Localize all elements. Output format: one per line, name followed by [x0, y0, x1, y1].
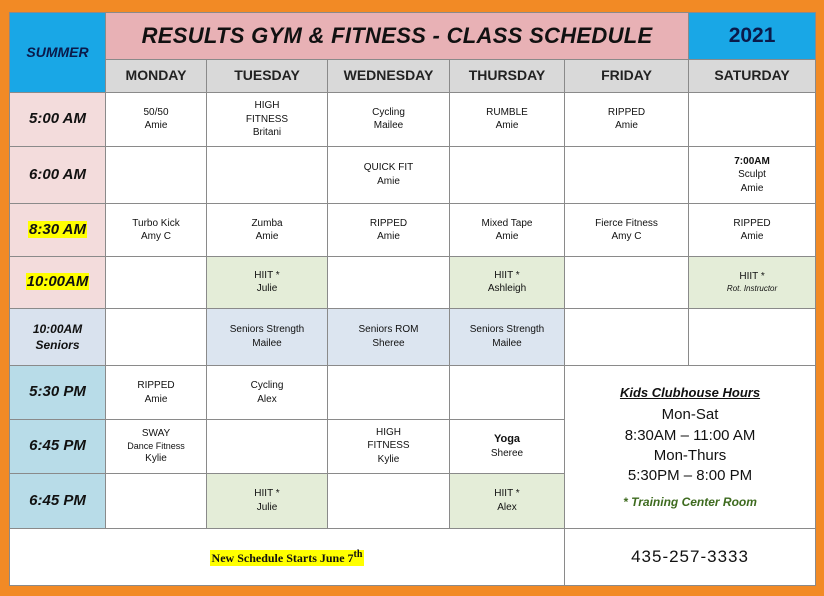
page-title: RESULTS GYM & FITNESS - CLASS SCHEDULE	[106, 13, 689, 60]
class-name: FITNESS	[367, 440, 410, 452]
class-name: Seniors ROM	[358, 324, 419, 336]
empty-cell	[328, 366, 450, 420]
class-name: Cycling	[372, 106, 405, 118]
class-name: Yoga	[493, 433, 521, 446]
class-cell	[565, 92, 689, 146]
table-row	[10, 256, 816, 308]
instructor-name: Julie	[256, 501, 278, 513]
empty-cell	[689, 308, 816, 366]
time-label: 10:00AM	[26, 273, 89, 291]
class-name: 50/50	[143, 106, 169, 118]
empty-cell	[207, 146, 328, 204]
class-cell	[328, 92, 450, 146]
time-cell	[10, 256, 106, 308]
time-label: 10:00AM	[32, 321, 83, 336]
empty-cell	[565, 308, 689, 366]
table-row	[10, 308, 816, 366]
class-cell	[207, 256, 328, 308]
kids-hours-time-2: 5:30PM – 8:00 PM	[627, 467, 753, 485]
season-label: SUMMER	[10, 13, 106, 93]
kids-hours-days-2: Mon-Thurs	[653, 446, 727, 464]
time-label: 5:30 PM	[29, 383, 86, 401]
class-name: RUMBLE	[486, 106, 528, 118]
class-name: Fierce Fitness	[595, 217, 658, 229]
class-name: Turbo Kick	[132, 217, 180, 229]
class-name: HIIT *	[494, 488, 520, 500]
instructor-name: Amie	[740, 182, 764, 194]
instructor-name: Amie	[740, 231, 764, 243]
time-cell	[10, 146, 106, 204]
class-name: RIPPED	[369, 217, 408, 229]
time-label: 6:45 PM	[29, 491, 86, 509]
schedule-start-text: New Schedule Starts June 7	[211, 550, 354, 565]
phone-number: 435-257-3333	[565, 529, 816, 586]
class-cell	[207, 308, 328, 366]
instructor-name: Kylie	[377, 453, 400, 465]
empty-cell	[106, 308, 207, 366]
class-cell	[328, 308, 450, 366]
class-cell	[207, 366, 328, 420]
class-cell	[565, 204, 689, 257]
class-name: HIGH	[254, 100, 280, 112]
kids-hours-time-1: 8:30AM – 11:00 AM	[624, 426, 756, 444]
empty-cell	[565, 146, 689, 204]
class-cell	[207, 204, 328, 257]
time-cell	[10, 308, 106, 366]
instructor-name: Sheree	[372, 337, 405, 349]
class-cell	[689, 204, 816, 257]
class-name: RIPPED	[607, 106, 646, 118]
instructor-name: Mailee	[373, 120, 404, 132]
instructor-name: Amie	[144, 393, 168, 405]
time-label: 6:00 AM	[29, 165, 86, 183]
time-cell	[10, 473, 106, 529]
footer-row	[10, 529, 816, 586]
time-label: 5:00 AM	[29, 110, 86, 128]
instructor-name: Mailee	[252, 337, 282, 349]
class-name: Mixed Tape	[481, 217, 533, 229]
time-cell	[10, 366, 106, 420]
schedule-start-notice	[10, 529, 565, 586]
instructor-name: Julie	[256, 283, 278, 295]
day-header-thursday: THURSDAY	[450, 59, 565, 92]
class-cell	[106, 204, 207, 257]
class-cell	[450, 204, 565, 257]
empty-cell	[450, 146, 565, 204]
class-cell	[450, 308, 565, 366]
instructor-name: Amie	[144, 120, 168, 132]
instructor-name: Mailee	[492, 337, 522, 349]
time-cell	[10, 419, 106, 473]
class-cell	[689, 256, 816, 308]
instructor-name: Rot. Instructor	[726, 283, 778, 293]
class-name: QUICK FIT	[363, 162, 414, 174]
instructor-name: Amie	[255, 231, 279, 243]
instructor-name: Britani	[252, 127, 282, 139]
class-name: HIIT *	[739, 271, 765, 283]
class-cell	[106, 419, 207, 473]
time-sublabel: Seniors	[35, 337, 80, 352]
empty-cell	[689, 92, 816, 146]
year-label: 2021	[689, 13, 816, 60]
day-header-saturday: SATURDAY	[689, 59, 816, 92]
table-row	[10, 204, 816, 257]
class-cell	[450, 419, 565, 473]
empty-cell	[565, 256, 689, 308]
class-cell	[450, 473, 565, 529]
instructor-name: Sheree	[490, 447, 524, 459]
day-header-friday: FRIDAY	[565, 59, 689, 92]
class-name: Cycling	[250, 380, 284, 392]
instructor-name: Amie	[377, 231, 400, 243]
class-name: SWAY	[141, 427, 171, 439]
instructor-name: Ashleigh	[487, 283, 527, 295]
class-cell	[328, 419, 450, 473]
schedule-start-suffix: th	[353, 548, 363, 560]
class-name: Seniors Strength	[469, 324, 545, 336]
time-cell	[10, 204, 106, 257]
table-row	[10, 146, 816, 204]
empty-cell	[106, 146, 207, 204]
day-header-wednesday: WEDNESDAY	[328, 59, 450, 92]
class-name: HIIT *	[254, 488, 280, 500]
class-cell	[328, 146, 450, 204]
class-name: Zumba	[251, 217, 283, 229]
class-name: HIGH	[376, 426, 401, 438]
class-cell	[106, 92, 207, 146]
instructor-name: Amy C	[141, 231, 171, 243]
class-cell	[450, 92, 565, 146]
empty-cell	[106, 256, 207, 308]
empty-cell	[450, 366, 565, 420]
day-header-tuesday: TUESDAY	[207, 59, 328, 92]
class-cell	[106, 366, 207, 420]
instructor-name: Kylie	[145, 453, 167, 465]
instructor-name: Amie	[615, 120, 638, 132]
empty-cell	[207, 419, 328, 473]
class-cell	[207, 473, 328, 529]
time-cell	[10, 92, 106, 146]
time-label: 8:30 AM	[29, 221, 86, 238]
instructor-name: Alex	[497, 501, 517, 513]
schedule-start-banner	[210, 550, 365, 566]
class-name: HIIT *	[494, 269, 520, 281]
instructor-name: Alex	[257, 393, 277, 405]
day-header-monday: MONDAY	[106, 59, 207, 92]
instructor-name: Amy C	[611, 231, 642, 243]
kids-clubhouse-panel	[565, 366, 816, 529]
table-row	[10, 366, 816, 420]
class-subtitle: Dance Fitness	[127, 441, 185, 452]
training-center-note: * Training Center Room	[623, 495, 757, 510]
empty-cell	[328, 256, 450, 308]
class-name: FITNESS	[245, 113, 289, 125]
class-name: RIPPED	[733, 217, 771, 229]
class-name: RIPPED	[137, 380, 175, 392]
class-cell	[450, 256, 565, 308]
class-time: 7:00AM	[734, 155, 770, 167]
class-name: HIIT *	[254, 269, 280, 281]
instructor-name: Amie	[377, 175, 400, 187]
empty-cell	[106, 473, 207, 529]
instructor-name: Amie	[495, 231, 519, 243]
kids-hours-days-1: Mon-Sat	[661, 406, 719, 424]
table-row	[10, 92, 816, 146]
class-name: Sculpt	[738, 169, 766, 181]
empty-cell	[328, 473, 450, 529]
schedule-sheet	[9, 12, 815, 586]
time-label: 6:45 PM	[29, 437, 86, 455]
instructor-name: Amie	[495, 120, 519, 132]
class-name: Seniors Strength	[229, 324, 305, 336]
class-cell	[328, 204, 450, 257]
schedule-table	[9, 12, 816, 586]
class-cell	[689, 146, 816, 204]
class-cell	[207, 92, 328, 146]
kids-clubhouse-title: Kids Clubhouse Hours	[619, 384, 761, 400]
